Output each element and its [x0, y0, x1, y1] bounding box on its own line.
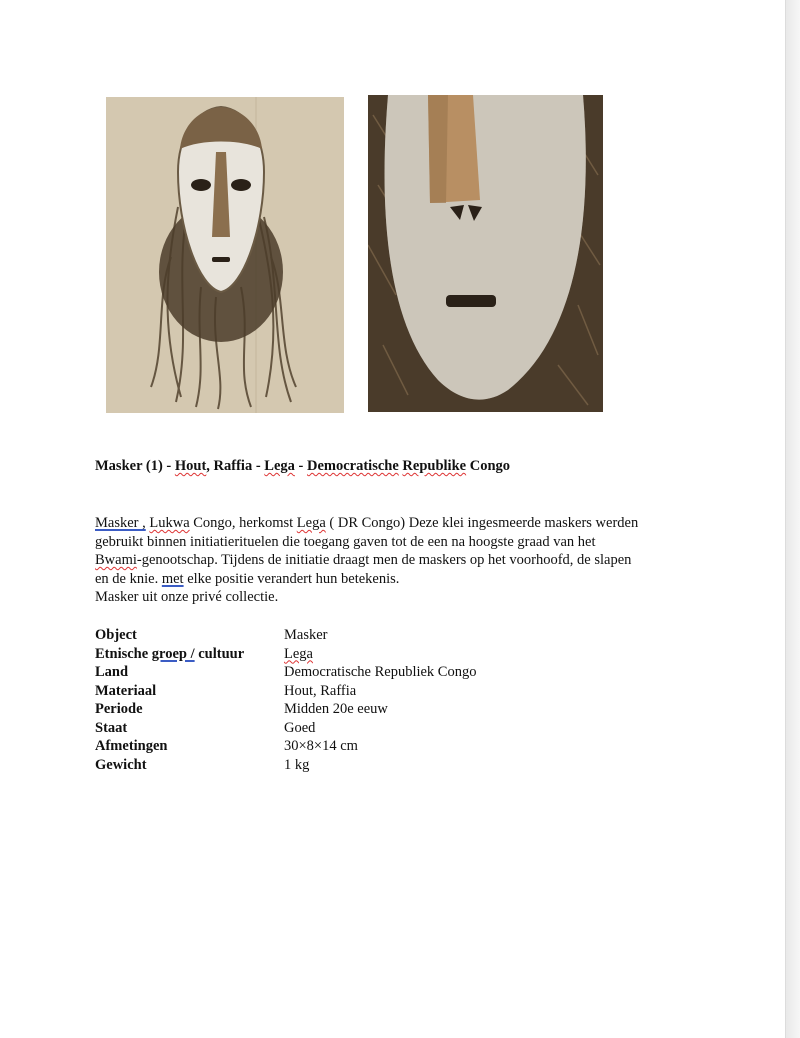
desc-lega: Lega — [296, 515, 326, 531]
spec-value: 30×8×14 cm — [284, 738, 358, 754]
title-hout: Hout — [174, 458, 207, 474]
title-raffia: , Raffia - — [206, 458, 265, 474]
description — [95, 514, 715, 607]
description-line-1 — [95, 514, 715, 533]
desc-lukwa: Lukwa — [149, 515, 190, 531]
spec-label-groep: groep / — [151, 645, 195, 662]
spec-value: Goed — [284, 719, 316, 736]
spec-row-periode — [95, 700, 476, 719]
spec-row-gewicht — [95, 756, 476, 775]
description-line-4 — [95, 570, 715, 589]
spec-row-afmetingen — [95, 737, 476, 756]
mask-photo-closeup — [368, 95, 603, 412]
description-line-2: gebruikt binnen initiatierituelen die toegang gaven tot de een na hoogste graad van het — [95, 533, 596, 550]
spec-value — [284, 645, 476, 664]
desc-bwami: Bwami — [95, 552, 137, 568]
spec-table — [95, 626, 476, 774]
spec-label: Materiaal — [95, 682, 157, 699]
spec-label: Periode — [95, 701, 143, 717]
description-line-3 — [95, 551, 715, 570]
spec-row-object — [95, 626, 476, 645]
desc-line4-start: en de knie. — [95, 570, 162, 587]
spec-value: Hout, Raffia — [284, 682, 357, 699]
spec-label: Afmetingen — [95, 738, 168, 754]
desc-met: met — [161, 570, 184, 587]
spec-value: Masker — [284, 627, 328, 643]
spec-label: Staat — [95, 719, 128, 736]
title-congo: Congo — [466, 458, 511, 474]
spec-row-staat — [95, 719, 476, 738]
page-edge — [785, 0, 800, 1038]
spec-label-start: Etnische — [95, 645, 152, 662]
spec-row-land — [95, 663, 476, 682]
title-sep: - — [294, 458, 307, 474]
spec-value-lega: Lega — [284, 645, 313, 662]
spec-label: Gewicht — [95, 756, 147, 773]
title-republike: Republike — [402, 458, 467, 474]
spec-value: 1 kg — [284, 756, 310, 773]
desc-line4-end: elke positie verandert hun betekenis. — [183, 570, 400, 587]
description-line-5: Masker uit onze privé collectie. — [95, 589, 279, 605]
desc-masker: Masker , — [95, 515, 146, 531]
spec-value: Midden 20e eeuw — [284, 701, 388, 717]
title-masker: Masker (1) - — [95, 458, 175, 474]
desc-line1-end: ( DR Congo) Deze klei ingesmeerde maskers werden — [325, 515, 639, 531]
spec-label: Land — [95, 664, 129, 680]
spec-row-etnische — [95, 645, 476, 664]
mask-photo-full — [106, 97, 344, 413]
spec-label — [95, 645, 284, 664]
spec-label-end: cultuur — [194, 645, 245, 662]
desc-line3-end: -genootschap. Tijdens de initiatie draagt men de maskers op het voorhoofd, de slapen — [136, 552, 632, 568]
document-title — [95, 458, 510, 475]
title-lega: Lega — [264, 458, 295, 474]
spec-row-materiaal — [95, 682, 476, 701]
spec-label: Object — [95, 627, 137, 643]
title-democratische: Democratische — [307, 458, 399, 474]
spec-value: Democratische Republiek Congo — [284, 664, 477, 680]
desc-mid: Congo, herkomst — [189, 515, 297, 531]
